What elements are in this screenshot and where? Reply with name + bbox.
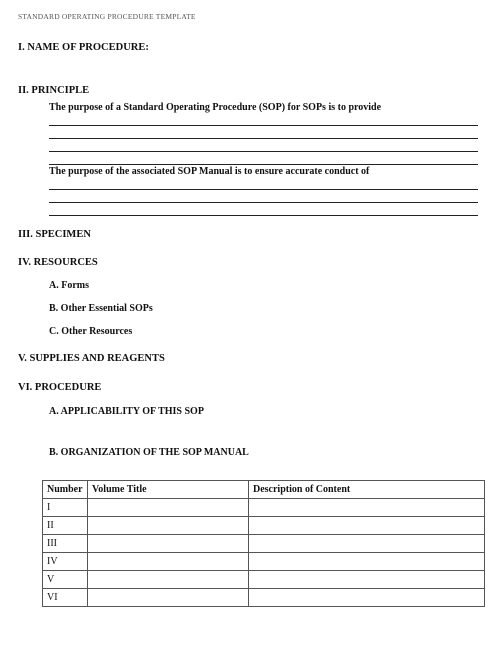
- volume-title-cell[interactable]: [88, 589, 249, 607]
- volume-title-cell[interactable]: [88, 535, 249, 553]
- row-number: I: [43, 499, 88, 517]
- fill-line: [49, 138, 478, 139]
- section-procedure: VI. PROCEDURE: [18, 382, 102, 393]
- volume-title-cell[interactable]: [88, 571, 249, 589]
- row-number: V: [43, 571, 88, 589]
- table-row: [43, 589, 485, 607]
- column-header-number: Number: [43, 481, 88, 499]
- row-number: VI: [43, 589, 88, 607]
- volume-title-cell[interactable]: [88, 553, 249, 571]
- row-number: II: [43, 517, 88, 535]
- column-header-volume-title: Volume Title: [88, 481, 249, 499]
- table-row: [43, 517, 485, 535]
- principle-text-2: The purpose of the associated SOP Manual is to ensure accurate conduct of: [49, 166, 370, 177]
- fill-line: [49, 202, 478, 203]
- description-cell[interactable]: [249, 517, 485, 535]
- resource-other-resources: C. Other Resources: [49, 326, 133, 337]
- procedure-organization: B. ORGANIZATION OF THE SOP MANUAL: [49, 447, 249, 458]
- fill-line: [49, 189, 478, 190]
- principle-text-1: The purpose of a Standard Operating Procedure (SOP) for SOPs is to provide: [49, 102, 382, 113]
- fill-line: [49, 151, 478, 152]
- description-cell[interactable]: [249, 553, 485, 571]
- description-cell[interactable]: [249, 535, 485, 553]
- procedure-applicability: A. APPLICABILITY OF THIS SOP: [49, 406, 204, 417]
- section-resources: IV. RESOURCES: [18, 257, 98, 268]
- table-row: [43, 571, 485, 589]
- document-header: STANDARD OPERATING PROCEDURE TEMPLATE: [18, 12, 196, 21]
- row-number: III: [43, 535, 88, 553]
- sop-manual-table: [42, 480, 485, 607]
- volume-title-cell[interactable]: [88, 517, 249, 535]
- section-principle: II. PRINCIPLE: [18, 85, 90, 96]
- description-cell[interactable]: [249, 499, 485, 517]
- table-row: [43, 553, 485, 571]
- description-cell[interactable]: [249, 571, 485, 589]
- section-name-of-procedure: I. NAME OF PROCEDURE:: [18, 42, 149, 53]
- section-specimen: III. SPECIMEN: [18, 229, 91, 240]
- resource-other-sops: B. Other Essential SOPs: [49, 303, 153, 314]
- fill-line: [49, 125, 478, 126]
- table-header-row: [43, 481, 485, 499]
- row-number: IV: [43, 553, 88, 571]
- resource-forms: A. Forms: [49, 280, 89, 291]
- volume-title-cell[interactable]: [88, 499, 249, 517]
- section-supplies-reagents: V. SUPPLIES AND REAGENTS: [18, 353, 165, 364]
- fill-line: [49, 215, 478, 216]
- description-cell[interactable]: [249, 589, 485, 607]
- table-row: [43, 535, 485, 553]
- column-header-description: Description of Content: [249, 481, 485, 499]
- table-row: [43, 499, 485, 517]
- fill-line: [49, 164, 478, 165]
